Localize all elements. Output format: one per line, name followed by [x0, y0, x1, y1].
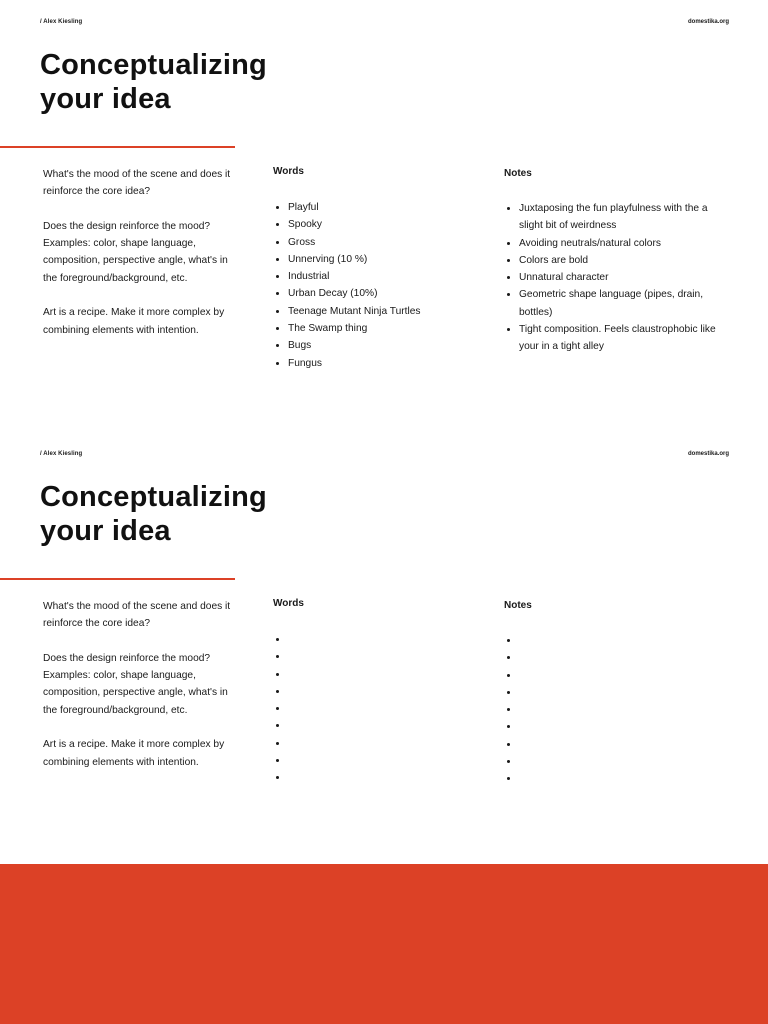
list-item: • Playful — [288, 199, 488, 216]
list-item: • The Swamp thing — [288, 320, 488, 337]
accent-divider — [0, 578, 235, 580]
list-item: • Unnerving (10 %) — [288, 251, 488, 268]
list-item — [288, 717, 488, 734]
list-item: • Industrial — [288, 268, 488, 285]
footer-color-band — [0, 864, 768, 1024]
slide-1 — [0, 0, 768, 432]
notes-list — [505, 632, 734, 788]
notes-heading: Notes — [504, 600, 532, 611]
list-item: • Tight composition. Feels claustrophobic like your in a tight alley — [519, 321, 734, 356]
list-item — [288, 769, 488, 786]
list-item — [519, 770, 734, 787]
site-name: domestika.org — [687, 19, 729, 25]
list-item: • Geometric shape language (pipes, drain, bottles) — [519, 286, 734, 321]
prompt-mood: What's the mood of the scene and does it reinforce the core idea? — [43, 169, 231, 198]
prompt-recipe: Art is a recipe. Make it more complex by combining elements with intention. — [43, 307, 225, 336]
title-line-1: Conceptualizing — [40, 49, 267, 81]
page-title — [40, 48, 267, 116]
list-item: • Urban Decay (10%) — [288, 285, 488, 302]
list-item: • Gross — [288, 234, 488, 251]
prompt-design: Does the design reinforce the mood? Examples: color, shape language, composition, perspective angle, what's in the foreground/background, etc. — [43, 652, 228, 716]
list-item — [288, 752, 488, 769]
prompt-recipe: Art is a recipe. Make it more complex by combining elements with intention. — [43, 739, 225, 768]
list-item: • Spooky — [288, 216, 488, 233]
list-item — [519, 701, 734, 718]
list-item — [519, 667, 734, 684]
list-item — [519, 718, 734, 735]
list-item: • Colors are bold — [519, 252, 734, 269]
page-title — [40, 480, 267, 548]
prompt-questions — [43, 166, 243, 356]
list-item — [519, 684, 734, 701]
list-item: • Fungus — [288, 355, 488, 372]
slide-2 — [0, 432, 768, 864]
prompt-questions — [43, 598, 243, 788]
accent-divider — [0, 146, 235, 148]
prompt-mood: What's the mood of the scene and does it reinforce the core idea? — [43, 601, 231, 630]
notes-heading: Notes — [504, 168, 532, 179]
list-item — [519, 649, 734, 666]
words-list — [274, 631, 488, 787]
list-item — [288, 700, 488, 717]
list-item: • Avoiding neutrals/natural colors — [519, 235, 734, 252]
prompt-design: Does the design reinforce the mood? Examples: color, shape language, composition, perspective angle, what's in the foreground/background, etc. — [43, 220, 228, 284]
list-item — [519, 736, 734, 753]
list-item: • Bugs — [288, 337, 488, 354]
words-list — [274, 199, 488, 372]
list-item — [288, 683, 488, 700]
title-line-1: Conceptualizing — [40, 481, 267, 513]
words-heading: Words — [273, 598, 304, 609]
words-heading: Words — [273, 166, 304, 177]
list-item — [519, 632, 734, 649]
list-item: • Juxtaposing the fun playfulness with the a slight bit of weirdness — [519, 200, 734, 235]
title-line-2: your idea — [40, 515, 171, 547]
list-item: • Unnatural character — [519, 269, 734, 286]
notes-list — [505, 200, 734, 356]
list-item — [288, 666, 488, 683]
author-credit: / Alex Kiesling — [40, 19, 83, 25]
list-item — [288, 648, 488, 665]
site-name: domestika.org — [687, 451, 729, 457]
list-item — [288, 631, 488, 648]
list-item — [288, 735, 488, 752]
list-item — [519, 753, 734, 770]
list-item: • Teenage Mutant Ninja Turtles — [288, 303, 488, 320]
title-line-2: your idea — [40, 83, 171, 115]
author-credit: / Alex Kiesling — [40, 451, 83, 457]
